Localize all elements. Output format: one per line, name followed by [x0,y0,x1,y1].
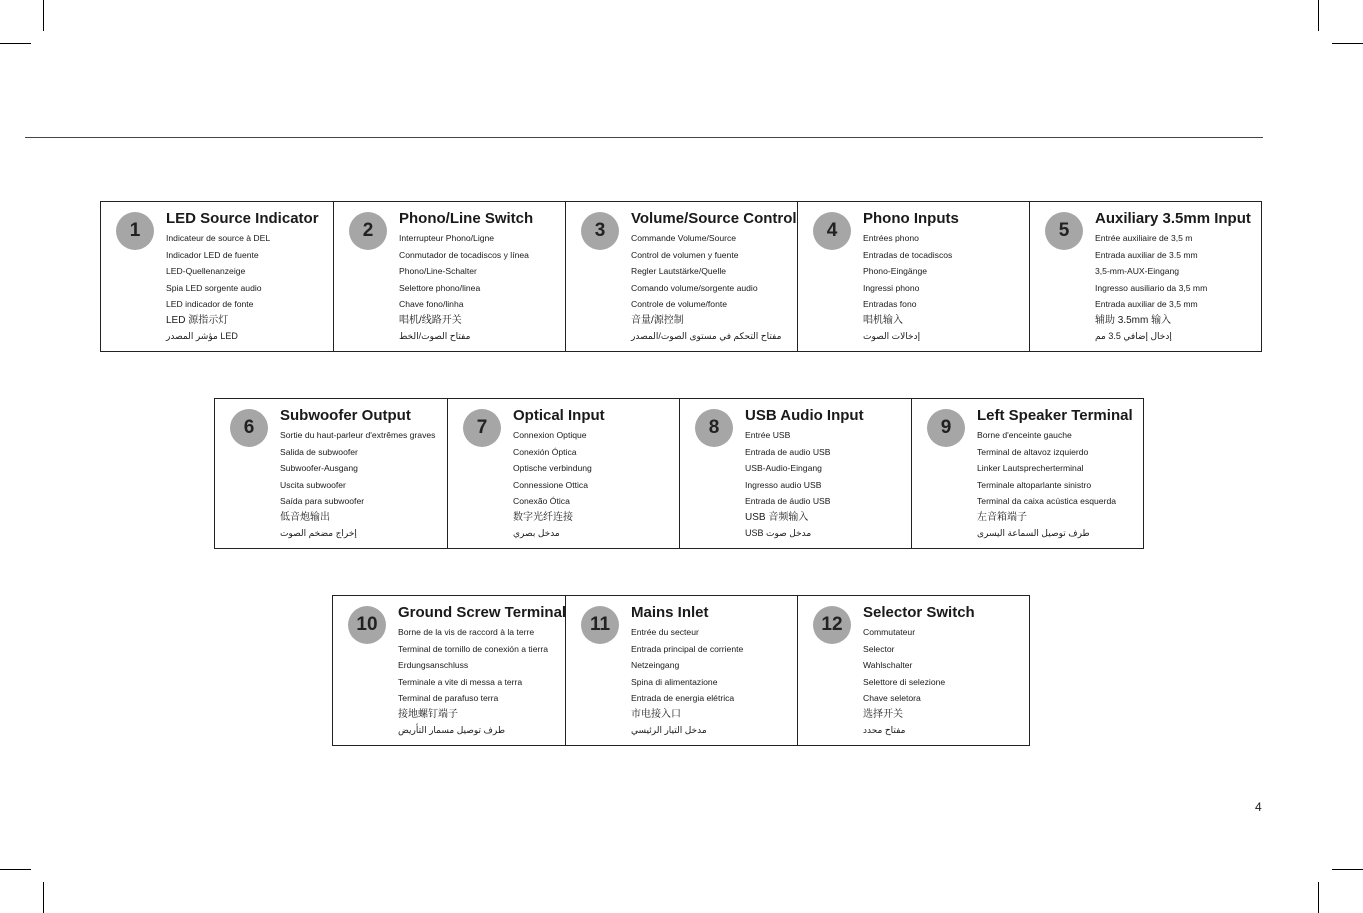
callout-number-badge: 2 [349,212,387,250]
component-labels [631,604,795,737]
translation-line: LED 源指示灯 [166,314,229,326]
callout-number-badge: 6 [230,409,268,447]
component-cell [1029,202,1261,351]
component-row-1 [100,201,1262,352]
translation-line: Control de volumen y fuente [631,249,739,260]
translation-line: Entrées phono [863,233,919,243]
component-labels [513,407,677,540]
component-labels [166,210,331,343]
translation-line: إدخال إضافي 3.5 مم [1095,330,1172,341]
component-title: Subwoofer Output [280,407,411,424]
translation-line: Controle de volume/fonte [631,299,728,310]
callout-number-badge: 10 [348,606,386,644]
crop-mark [0,43,31,44]
translation-line: إخراج مضخم الصوت [280,527,357,538]
translation-line: Wahlschalter [863,660,913,671]
translation-line: Entrada auxiliar de 3.5 mm [1095,249,1198,260]
translation-line: طرف توصيل السماعة اليسرى [977,527,1090,538]
component-title: Phono/Line Switch [399,210,534,227]
component-row-2 [214,398,1144,549]
translation-line: Terminale altoparlante sinistro [977,479,1092,490]
component-title: Optical Input [513,407,605,424]
component-title: Volume/Source Control [631,210,797,227]
translation-line: Entrada de áudio USB [745,496,831,507]
translation-line: Terminal de parafuso terra [398,693,499,704]
translation-line: Entrée auxiliaire de 3,5 m [1095,233,1193,243]
translation-line: 音量/源控制 [631,314,684,326]
component-cell [333,596,565,745]
translation-line: مفتاح الصوت/الخط [399,330,471,341]
translation-line: Sortie du haut-parleur d'extrêmes graves [280,430,436,440]
component-labels [1095,210,1259,343]
crop-mark [1332,869,1363,870]
translation-line: Borne de la vis de raccord à la terre [398,627,535,637]
component-cell [797,596,1029,745]
crop-mark [43,0,44,31]
translation-line: Saída para subwoofer [280,496,365,507]
translation-line: Selector [863,643,895,654]
translation-line: Commutateur [863,627,916,637]
translation-line: 低音炮输出 [280,511,330,523]
translation-line: Spina di alimentazione [631,676,718,687]
translation-line: Terminal da caixa acústica esquerda [977,496,1117,507]
translation-line: 唱机输入 [863,314,903,326]
component-labels [398,604,567,737]
component-labels [863,604,1027,737]
component-labels [977,407,1141,540]
translation-line: Terminal de tornillo de conexión a tierra [398,643,548,654]
translation-line: مدخل صوت USB [745,527,812,538]
component-labels [280,407,445,540]
translation-line: Commande Volume/Source [631,233,737,243]
translation-line: مدخل التيار الرئيسي [631,724,707,735]
translation-line: Connexion Optique [513,430,587,440]
component-cell [447,399,679,548]
translation-line: Entrée du secteur [631,627,699,637]
translation-line: Chave fono/linha [399,299,464,310]
translation-line: Uscita subwoofer [280,479,346,490]
callout-number-badge: 8 [695,409,733,447]
callout-number-badge: 11 [581,606,619,644]
translation-line: Optische verbindung [513,463,592,474]
translation-line: 选择开关 [863,708,903,720]
translation-line: Ingresso ausiliario da 3,5 mm [1095,282,1208,293]
translation-line: 3,5-mm-AUX-Eingang [1095,266,1180,277]
translation-line: Chave seletora [863,693,921,704]
translation-line: Entradas fono [863,299,917,310]
component-row-3 [332,595,1030,746]
component-title: Selector Switch [863,604,975,621]
translation-line: مفتاح محدد [863,724,906,735]
translation-line: LED-Quellenanzeige [166,266,246,277]
translation-line: Conexão Ótica [513,496,570,507]
component-labels [745,407,909,540]
component-title: Auxiliary 3.5mm Input [1095,210,1251,227]
crop-mark [1318,882,1319,913]
translation-line: Phono-Eingänge [863,266,928,277]
translation-line: Ingresso audio USB [745,479,822,490]
translation-line: Entrada auxiliar de 3,5 mm [1095,299,1198,310]
callout-number-badge: 9 [927,409,965,447]
component-labels [399,210,563,343]
callout-number-badge: 3 [581,212,619,250]
crop-mark [0,869,31,870]
translation-line: 左音箱端子 [977,511,1027,523]
component-cell [333,202,565,351]
translation-line: 接地螺钉端子 [398,708,458,720]
translation-line: USB-Audio-Eingang [745,463,822,474]
component-title: Left Speaker Terminal [977,407,1133,424]
callout-number-badge: 5 [1045,212,1083,250]
translation-line: 数字光纤连接 [513,511,573,523]
component-title: Phono Inputs [863,210,959,227]
translation-line: إدخالات الصوت [863,330,921,341]
crop-mark [1318,0,1319,31]
translation-line: Entrée USB [745,430,791,440]
page-number: 4 [1255,800,1262,814]
translation-line: Indicador LED de fuente [166,249,259,260]
translation-line: Spia LED sorgente audio [166,282,262,293]
translation-line: 辅助 3.5mm 输入 [1095,314,1172,326]
translation-line: Selettore di selezione [863,676,946,687]
translation-line: Linker Lautsprecherterminal [977,463,1084,474]
translation-line: USB 音频输入 [745,511,809,523]
translation-line: Salida de subwoofer [280,446,358,457]
crop-mark [43,882,44,913]
translation-line: LED indicador de fonte [166,299,254,310]
component-cell [101,202,333,351]
translation-line: 市电接入口 [631,708,681,720]
component-cell [797,202,1029,351]
translation-line: Borne d'enceinte gauche [977,430,1072,440]
translation-line: Connessione Ottica [513,479,588,490]
translation-line: Entrada de audio USB [745,446,831,457]
translation-line: Conmutador de tocadiscos y línea [399,249,529,260]
component-labels [863,210,1027,343]
callout-number-badge: 1 [116,212,154,250]
translation-line: Conexión Óptica [513,446,577,457]
component-title: LED Source Indicator [166,210,319,227]
translation-line: Terminale a vite di messa a terra [398,676,523,687]
component-labels [631,210,795,343]
translation-line: Regler Lautstärke/Quelle [631,266,727,277]
translation-line: Subwoofer-Ausgang [280,463,358,474]
translation-line: مدخل بصري [513,527,560,538]
translation-line: 唱机/线路开关 [399,314,462,326]
translation-line: Entrada principal de corriente [631,643,744,654]
translation-line: Terminal de altavoz izquierdo [977,446,1089,457]
horizontal-rule [25,137,1263,138]
translation-line: Netzeingang [631,660,680,671]
translation-line: Interrupteur Phono/Ligne [399,233,495,243]
component-cell [911,399,1143,548]
component-cell [565,202,797,351]
translation-line: Indicateur de source à DEL [166,233,271,243]
callout-number-badge: 12 [813,606,851,644]
translation-line: Selettore phono/linea [399,282,481,293]
translation-line: LED مؤشر المصدر [166,330,238,341]
component-cell [565,596,797,745]
callout-number-badge: 4 [813,212,851,250]
component-title: USB Audio Input [745,407,864,424]
translation-line: Comando volume/sorgente audio [631,282,758,293]
translation-line: Entrada de energia elétrica [631,693,735,704]
translation-line: Entradas de tocadiscos [863,249,953,260]
crop-mark [1332,43,1363,44]
translation-line: Erdungsanschluss [398,660,469,671]
component-cell [679,399,911,548]
component-title: Ground Screw Terminal [398,604,567,621]
component-title: Mains Inlet [631,604,709,621]
translation-line: طرف توصيل مسمار التأريض [398,724,506,735]
component-cell [215,399,447,548]
translation-line: مفتاح التحكم في مستوى الصوت/المصدر [631,330,782,341]
translation-line: Phono/Line-Schalter [399,266,477,277]
callout-number-badge: 7 [463,409,501,447]
translation-line: Ingressi phono [863,282,920,293]
